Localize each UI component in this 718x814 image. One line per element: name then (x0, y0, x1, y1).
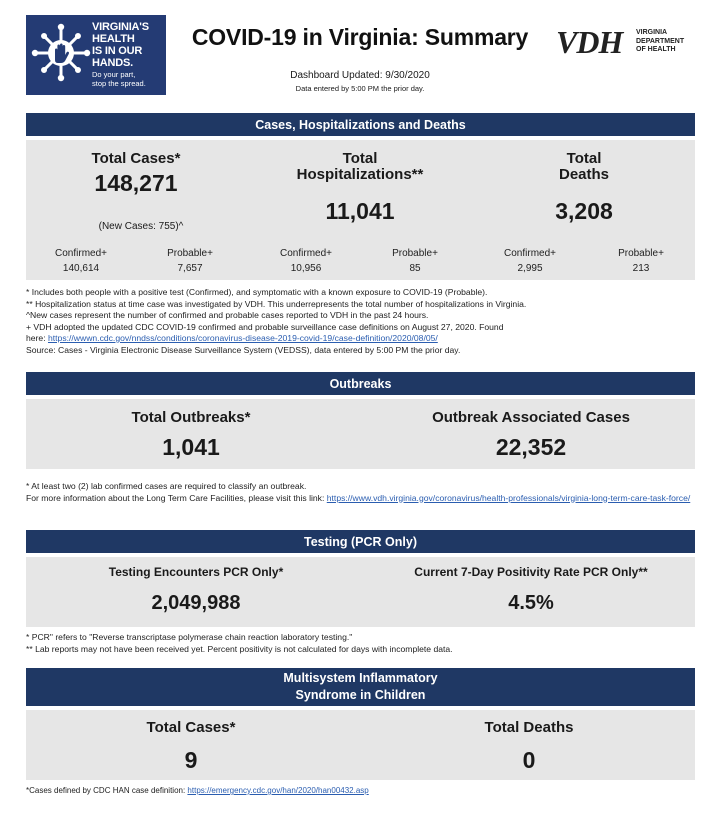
outbreak-cases-label: Outbreak Associated Cases (432, 409, 630, 426)
deaths-confirmed-label: Confirmed+ (504, 248, 556, 259)
misc-section-header (26, 668, 695, 706)
footnote-3: ^New cases represent the number of confirmed and probable cases reported to VDH in the past 24 hours. (26, 310, 429, 320)
logo-line-1: VIRGINIA'S (92, 21, 149, 33)
misc-header-line-2: Syndrome in Children (295, 688, 426, 702)
footnote-4: + VDH adopted the updated CDC COVID-19 confirmed and probable surveillance case definitions on August 27, 2020. Found (26, 321, 504, 332)
hosp-confirmed-value: 10,956 (290, 263, 322, 274)
dashboard-updated: Dashboard Updated: 9/30/2020 (290, 70, 430, 81)
dashboard-header (0, 0, 718, 105)
misc-cases-value: 9 (184, 747, 198, 773)
cases-probable-label: Probable+ (167, 248, 213, 259)
hosp-probable-value: 85 (409, 263, 421, 274)
misc-deaths-label: Total Deaths (484, 719, 574, 736)
footnote-2: ** Hospitalization status at time case was investigated by VDH. This underrepresents the total number of hospitalizations in Virginia. (26, 298, 527, 309)
virus-hand-icon (30, 21, 92, 83)
logo-text (92, 21, 166, 88)
page-title: COVID-19 in Virginia: Summary (191, 24, 529, 50)
positivity-rate-label: Current 7-Day Positivity Rate PCR Only** (414, 565, 648, 579)
testing-footnote-1: * PCR" refers to "Reverse transcriptase polymerase chain reaction laboratory testing." (26, 632, 353, 642)
hosp-probable-label: Probable+ (392, 248, 438, 259)
misc-header-line-1: Multisystem Inflammatory (283, 671, 438, 685)
misc-footnote (26, 785, 696, 797)
testing-encounters-label: Testing Encounters PCR Only* (108, 565, 284, 579)
total-outbreaks-label: Total Outbreaks* (131, 409, 251, 426)
ltcf-link-prefix: For more information about the Long Term Care Facilities, please visit this link: (26, 492, 327, 503)
footnote-5-prefix: here: (26, 333, 48, 343)
cases-confirmed-value: 140,614 (62, 263, 100, 274)
logo-line-3: IS IN OUR (92, 45, 143, 57)
cdc-han-link[interactable]: https://emergency.cdc.gov/han/2020/han00432.asp (187, 786, 369, 795)
logo-sub-1: Do your part, (92, 70, 136, 79)
data-entry-note: Data entered by 5:00 PM the prior day. (295, 84, 425, 93)
hospitalizations-label-2: Hospitalizations** (296, 166, 424, 183)
cases-section-header: Cases, Hospitalizations and Deaths (26, 113, 695, 136)
logo-sub-2: stop the spread. (92, 78, 146, 88)
vdh-letters: VDH (556, 24, 623, 60)
outbreaks-footnotes (26, 481, 696, 504)
deaths-probable-label: Probable+ (618, 248, 664, 259)
misc-deaths-value: 0 (522, 747, 536, 773)
virginia-health-logo (26, 15, 166, 95)
vdh-subtitle (636, 29, 684, 55)
outbreaks-section-header: Outbreaks (26, 372, 695, 395)
new-cases: (New Cases: 755)^ (98, 221, 184, 232)
deaths-label-1: Total (566, 150, 602, 167)
total-outbreaks-value: 1,041 (162, 434, 220, 460)
logo-line-2: HEALTH (92, 33, 135, 45)
testing-footnote-2: ** Lab reports may not have been received yet. Percent positivity is not calculated for days with incomplete data. (26, 643, 453, 654)
hospitalizations-label-1: Total (342, 150, 378, 167)
cdc-case-definition-link[interactable]: https://wwwn.cdc.gov/nndss/conditions/coronavirus-disease-2019-covid-19/case-definition/2020/08/05/ (47, 333, 438, 343)
deaths-probable-value: 213 (632, 263, 650, 274)
vdh-line-1: VIRGINIA (636, 29, 668, 36)
ltcf-task-force-link[interactable]: https://www.vdh.virginia.gov/coronavirus/health-professionals/virginia-long-term-care-task-force/ (326, 492, 691, 503)
cases-panel (26, 140, 695, 280)
testing-encounters-value: 2,049,988 (151, 592, 241, 614)
hosp-confirmed-label: Confirmed+ (280, 248, 332, 259)
outbreak-cases-value: 22,352 (495, 434, 567, 460)
deaths-label-2: Deaths (558, 166, 610, 183)
footnote-1: * Includes both people with a positive test (Confirmed), and symptomatic with a known exposure to COVID-19 (Probable). (26, 287, 488, 297)
misc-footnote-prefix: *Cases defined by CDC HAN case definition: (26, 786, 188, 795)
footnote-5 (26, 333, 696, 345)
vdh-line-2: DEPARTMENT (636, 37, 685, 45)
testing-footnotes (26, 632, 696, 655)
testing-panel (26, 557, 695, 627)
footnote-source: Source: Cases - Virginia Electronic Disease Surveillance System (VEDSS), data entered by 5:00 PM the prior day. (26, 344, 461, 355)
hospitalizations-value: 11,041 (325, 198, 395, 224)
deaths-value: 3,208 (555, 198, 613, 224)
logo-line-4: HANDS. (92, 57, 133, 69)
outbreak-footnote-2 (26, 493, 696, 505)
misc-panel (26, 710, 695, 780)
deaths-confirmed-value: 2,995 (517, 263, 543, 274)
outbreak-footnote-1: * At least two (2) lab confirmed cases are required to classify an outbreak. (26, 481, 307, 491)
total-cases-value: 148,271 (94, 170, 178, 196)
vdh-logo (556, 24, 696, 64)
testing-section-header: Testing (PCR Only) (26, 530, 695, 553)
positivity-rate-value: 4.5% (508, 592, 554, 614)
total-cases-label: Total Cases* (91, 150, 181, 167)
cases-footnotes (26, 287, 696, 356)
cases-probable-value: 7,657 (177, 263, 203, 274)
cases-confirmed-label: Confirmed+ (55, 248, 107, 259)
outbreaks-panel (26, 399, 695, 469)
vdh-line-3: OF HEALTH (636, 46, 676, 53)
misc-cases-label: Total Cases* (146, 719, 236, 736)
